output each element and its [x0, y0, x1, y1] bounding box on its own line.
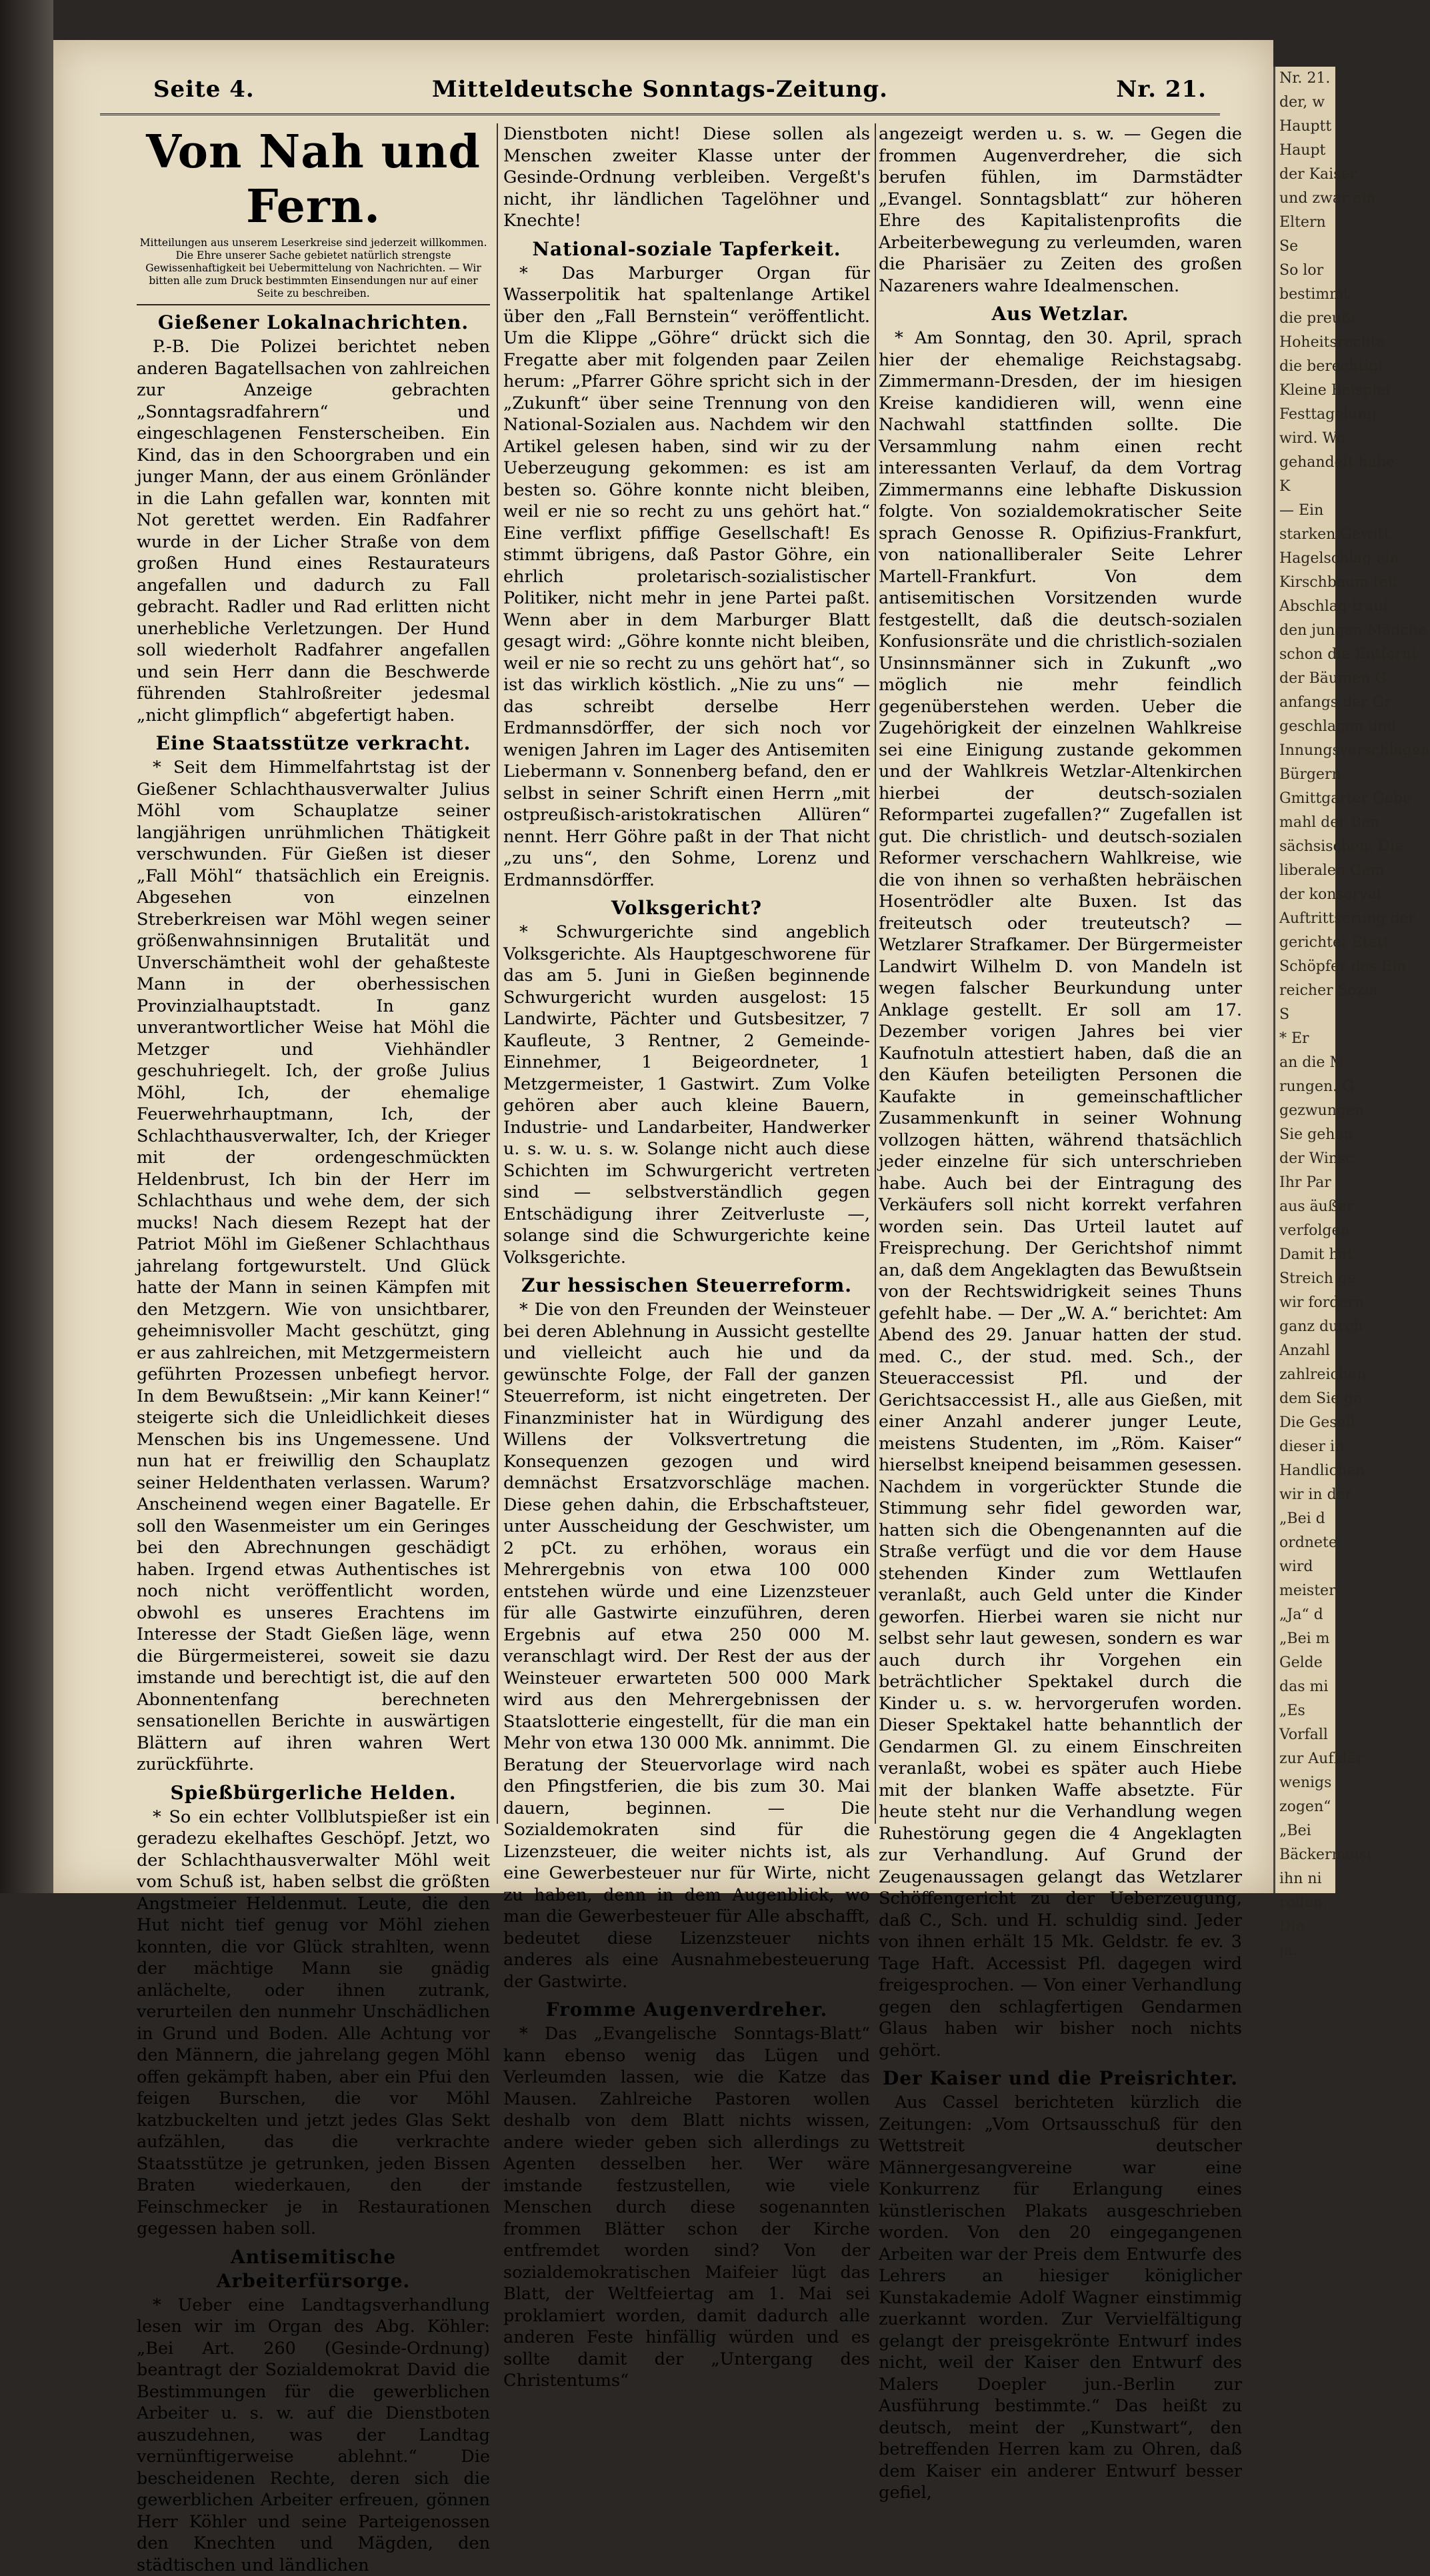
- adjacent-page-fragment: zur Aufklär: [1275, 1747, 1335, 1771]
- adjacent-page-fragment: zogen“: [1275, 1795, 1335, 1819]
- adjacent-page-fragment: Ihr Par: [1275, 1171, 1335, 1195]
- page-header: [100, 67, 1220, 115]
- masthead-note: Mitteilungen aus unserem Leserkreise sind jederzeit willkommen. Die Ehre unserer Sache gebietet natürlich strengste Gewissenhaftigkeit bei Uebermittelung von Nachrichten. — Wir bitten alle zum Druck bestimmten Einsendungen nur auf einer Seite zu beschreiben.: [137, 237, 490, 305]
- adjacent-page-fragment: die berechtigt: [1275, 355, 1335, 379]
- adjacent-page-fragment: ordnete: [1275, 1531, 1335, 1555]
- adjacent-page-fragment: Bürgern: [1275, 763, 1335, 787]
- adjacent-page-fragment: die preußi: [1275, 307, 1335, 331]
- adjacent-page-fragment: und zwar ein: [1275, 187, 1335, 211]
- adjacent-page-fragment: „Bei: [1275, 1819, 1335, 1843]
- adjacent-page-fragment: den jungen Mädche: [1275, 619, 1335, 643]
- article-text: Aus Cassel berichteten kürzlich die Zeitungen: „Vom Ortsausschuß für den Wettstreit deutscher Männergesangvereine war eine Konkurrenz für Erlangung eines künstlerischen Plakats ausgeschrieben worden. Von den 20 eingegangenen Arbeiten war der Preis dem Entwurfe des Lehrers an hiesiger königlicher Kunstakademie Adolf Wagner einstimmig zuerkannt worden. Zur Vervielfältigung gelangt der preisgekrönte Entwurf indes nicht, weil der Kaiser den Entwurf des Malers Doepler jun.-Berlin zur Ausführung bestimmte.“ Das heißt zu deutsch, meint der „Kunstwart“, den betreffenden Herren kam zu Ohren, daß dem Kaiser ein anderer Entwurf besser gefiel,: [879, 2092, 1242, 2504]
- article-heading: Antisemitische Arbeiterfürsorge.: [137, 2245, 490, 2293]
- adjacent-page-fragment: der konservat: [1275, 883, 1335, 907]
- adjacent-page-fragment: wir in der: [1275, 1483, 1335, 1507]
- adjacent-page-fragment: ihn ni: [1275, 1867, 1335, 1891]
- adjacent-page-fragment: an die M: [1275, 1051, 1335, 1075]
- adjacent-page-fragment: Hagelschlag ein: [1275, 547, 1335, 571]
- adjacent-page-fragment: Vorfall: [1275, 1723, 1335, 1747]
- adjacent-page-fragment: sächsischen. Die: [1275, 835, 1335, 859]
- adjacent-page-fragment: meister: [1275, 1579, 1335, 1603]
- newspaper-title: Mitteldeutsche Sonntags-Zeitung.: [100, 76, 1220, 103]
- adjacent-page-fragment: anfangs der Gr: [1275, 691, 1335, 715]
- adjacent-page-fragment: Eltern: [1275, 211, 1335, 235]
- adjacent-page-fragment: aus äußer: [1275, 1195, 1335, 1219]
- adjacent-page-fragment: Kleine Beispiel: [1275, 379, 1335, 403]
- article-heading: Eine Staatsstütze verkracht.: [137, 732, 490, 756]
- adjacent-page-fragment: dem Sie ge: [1275, 1387, 1335, 1411]
- adjacent-page-fragment: * Er: [1275, 1027, 1335, 1051]
- adjacent-page-fragment: Die Gesell: [1275, 1411, 1335, 1435]
- adjacent-page-fragment: „Bei m: [1275, 1627, 1335, 1651]
- adjacent-page-fragment: gezwungen: [1275, 1099, 1335, 1123]
- article-heading: Aus Wetzlar.: [879, 302, 1242, 326]
- adjacent-page-fragment: Anzahl: [1275, 1339, 1335, 1363]
- column-1-articles: [137, 311, 490, 2576]
- column-3: [879, 123, 1242, 1830]
- adjacent-page-fragment: verfolgen: [1275, 1219, 1335, 1243]
- adjacent-page-fragment: rungen. G: [1275, 1075, 1335, 1099]
- adjacent-page-fragment: „Bei d: [1275, 1507, 1335, 1531]
- adjacent-page-fragment: schon die Entfernt: [1275, 643, 1335, 667]
- adjacent-page-fragment: gerichtet Etatt: [1275, 931, 1335, 955]
- article-text: * So ein echter Vollblutspießer ist ein geradezu ekelhaftes Geschöpf. Jetzt, wo der Schlachthausverwalter Möhl weit vom Schuß ist, haben selbst die größten Angstmeier Heldenmut. Leute, die den Hut nicht tief genug vor Möhl ziehen konnten, die vor Glück strahlten, wenn der mächtige Mann sie gnädig anlächelte, oder ihnen zutrank, verurteilen den nunmehr Unschädlichen in Grund und Boden. Alle Achtung vor den Männern, die jahrelang gegen Möhl offen gekämpft haben, aber ein Pfui den feigen Burschen, die vor Möhl katzbuckelten und jetzt jedes Glas Sekt aufzählen, das die verkrachte Staatsstütze je getrunken, jeden Bissen Braten wiederkauen, den der Feinschmecker je in Restaurationen gegessen haben soll.: [137, 1806, 490, 2240]
- adjacent-page-fragment: Hauptt: [1275, 115, 1335, 139]
- adjacent-page-fragment: — Ein: [1275, 499, 1335, 523]
- article-text: * Das Marburger Organ für Wasserpolitik hat spaltenlange Artikel über den „Fall Bernstein“ veröffentlicht. Um die Klippe „Göhre“ drückt sich die Fregatte aber mit folgenden paar Zeilen herum: „Pfarrer Göhre spricht sich in der „Zukunft“ über seine Trennung von den National-Sozialen aus. Nachdem wir den Artikel gelesen haben, sind wir zu der Ueberzeugung gekommen: es ist am besten so. Göhre konnte nicht bleiben, weil er nie so recht zu uns gehört hat.“ Eine verflixt pfiffige Gesellschaft! Es stimmt übrigens, daß Pastor Göhre, ein ehrlich proletarisch-sozialistischer Politiker, nicht mehr in jene Partei paßt. Wenn aber in dem Marburger Blatt gesagt wird: „Göhre konnte nicht bleiben, weil er nie so recht zu uns gehört hat“, so ist das wirklich köstlich. „Nie zu uns“ — das schreibt derselbe Herr Erdmannsdörffer, der sich noch vor wenigen Jahren im Lager des Antisemiten Liebermann v. Sonnenberg befand, den er selbst in seiner Schrift einen Herrn „mit ostpreußisch-aristokratischen Allüren“ nennt. Herr Göhre paßt in der That nicht „zu uns“, den Sohme, Lorenz und Erdmannsdörffer.: [503, 263, 870, 892]
- adjacent-page-fragment: Se: [1275, 235, 1335, 259]
- adjacent-page-fragment: ja.: [1275, 1939, 1335, 1963]
- adjacent-page-fragment: mahl der Ben: [1275, 811, 1335, 835]
- adjacent-page-fragment: geschlagen und: [1275, 715, 1335, 739]
- adjacent-page-fragment: Bäckermeist: [1275, 1843, 1335, 1867]
- adjacent-page-fragment: Kirschbaum teil: [1275, 571, 1335, 595]
- adjacent-page-fragment: reicher Sozia: [1275, 979, 1335, 1003]
- article-heading: Der Kaiser und die Preisrichter.: [879, 2067, 1242, 2091]
- adjacent-page-fragment: Innungsverschlägen: [1275, 739, 1335, 763]
- page-number: Seite 4.: [153, 76, 255, 103]
- adjacent-page-fragment: der Kaiser: [1275, 163, 1335, 187]
- adjacent-page-fragment: ganz durch: [1275, 1315, 1335, 1339]
- book-binding: [0, 0, 53, 1893]
- column-rule-1: [497, 123, 498, 1824]
- article-heading: National-soziale Tapferkeit.: [503, 237, 870, 261]
- adjacent-page-fragment: „Ja“ d: [1275, 1603, 1335, 1627]
- adjacent-page-fragment: Festtagelung: [1275, 403, 1335, 427]
- adjacent-page-fragment: der, w: [1275, 91, 1335, 115]
- adjacent-page-fragment: der Bäumen G: [1275, 667, 1335, 691]
- adjacent-page-fragment: das mi: [1275, 1675, 1335, 1699]
- adjacent-page-fragment: Auftrittserung der: [1275, 907, 1335, 931]
- adjacent-page-fragment: Streich ge: [1275, 1267, 1335, 1291]
- article-text: Dienstboten nicht! Diese sollen als Menschen zweiter Klasse unter der Gesinde-Ordnung verbleiben. Vergeßt's nicht, ihr ländlichen Tagelöhner und Knechte!: [503, 123, 870, 232]
- adjacent-page-fragment: der Winsc: [1275, 1147, 1335, 1171]
- adjacent-page-fragment: starken Gewitt: [1275, 523, 1335, 547]
- column-1: [137, 123, 490, 1830]
- section-masthead: Von Nah und Fern.: [137, 125, 490, 234]
- adjacent-page-fragment: Hoheitsrechte: [1275, 331, 1335, 355]
- article-text: * Am Sonntag, den 30. April, sprach hier der ehemalige Reichstagsabg. Zimmermann-Dresden, der im hiesigen Kreise kandidieren will, wenn eine Nachwahl stattfinden sollte. Die Versammlung nahm einen recht interessanten Verlauf, da dem Vortrag Zimmermanns eine lebhafte Diskussion folgte. Von sozialdemokratischer Seite sprach Genosse R. Opifizius-Frankfurt, von nationalliberaler Seite Lehrer Martell-Frankfurt. Von dem antisemitischen Vorsitzenden wurde festgestellt, daß die deutsch-sozialen Konfusionsräte und die christlich-sozialen Unsinnsmänner sich in Zukunft „wo möglich nie mehr feindlich gegenüberstehen werden. Ueber die Zugehörigkeit der einzelnen Wahlkreise sei eine Einigung zustande gekommen und der Wahlkreis Wetzlar-Altenkirchen hierbei der deutsch-sozialen Reformpartei zugefallen?“ Zugefallen ist gut. Die christlich- und deutsch-sozialen Reformer verschachern Wahlkreise, wie die von ihnen so verhaßten hebräischen Hosentrödler alte Buxen. Ist das freiteutsch oder treuteutsch? — Wetzlarer Strafkamer. Der Bürgermeister Landwirt Wilhelm D. von Mandeln ist wegen falscher Beurkundung unter Anklage gestellt. Er soll am 17. Dezember vorigen Jahres bei vier Kaufnotuln attestiert haben, daß die an den Käufen beteiligten Personen die Kaufakte in gemeinschaftlicher Zusammenkunft in seiner Wohnung vollzogen hätten, während thatsächlich jeder einzelne für sich unterschrieben habe. Auch bei der Eintragung des Verkäufers soll nicht korrekt verfahren worden sein. Das Urteil lautet auf Freisprechung. Der Gerichtshof nimmt an, daß dem Angeklagten das Bewußtsein von der Rechtswidrigkeit seines Thuns gefehlt habe. — Der „W. A.“ berichtet: Am Abend des 29. Januar hatten der stud. med. C., der stud. med. Sch., der Steueraccessist Pfl. und der Gerichtsaccessist H., alle aus Gießen, mit einer Anzahl anderer junger Leute, meistens Studenten, im „Röm. Kaiser“ hierselbst kneipend beisammen gesessen. Nachdem in vorgerückter Stunde die Stimmung sehr fidel geworden war, hatten sich die Obengenannten auf die Straße verfügt und die vor dem Hause stehenden Kinder zum Wettlaufen veranlaßt, auch Geld unter die Kinder geworfen. Hierbei waren sie nicht nur selbst sehr laut gewesen, sondern es war auch durch ihr Vorgehen ein beträchtlicher Spektakel durch die Kinder u. s. w. hervorgerufen worden. Dieser Spektakel hatte behanntlich der Gendarmen Gl. zu einem Einschreiten veranlaßt, wobei es später auch Hiebe mit der blanken Waffe absetzte. Für heute steht nur die Verhandlung wegen Ruhestörung gegen die 4 Angeklagten zur Verhandlung. Auf Grund der Zeugenaussagen gelangt das Wetzlarer Schöffengericht zu der Ueberzeugung, daß C., Sch. und H. schuldig sind. Jeder von ihnen erhält 15 Mk. Geldstr. fe ev. 3 Tage Haft. Accessist Pfl. dagegen wird freigesprochen. — Von einer Verhandlung gegen den schlagfertigen Gendarmen Glaus haben wir bisher noch nichts gehört.: [879, 327, 1242, 2061]
- article-text: * Schwurgerichte sind angeblich Volksgerichte. Als Hauptgeschworene für das am 5. Juni in Gießen beginnende Schwurgericht wurden ausgelost: 15 Landwirte, Pächter und Gutsbesitzer, 7 Kaufleute, 3 Rentner, 2 Gemeinde-Einnehmer, 1 Beigeordneter, 1 Metzgermeister, 1 Gastwirt. Zum Volke gehören aber auch kleine Bauern, Industrie- und Landarbeiter, Handwerker u. s. w. u. s. w. Solange nicht auch diese Schichten im Schwurgericht vertreten sind — selbstverständlich gegen Entschädigung ihrer Zeitverluste —, solange sind die Schwurgerichte keine Volksgerichte.: [503, 922, 870, 1268]
- adjacent-page-edge: [1273, 67, 1335, 1893]
- article-text: * Seit dem Himmelfahrtstag ist der Gießener Schlachthausverwalter Julius Möhl vom Schauplatze seiner langjährigen unrühmlichen Thätigkeit verschwunden. Für Gießen ist dieser „Fall Möhl“ thatsächlich ein Ereignis. Abgesehen von einzelnen Streberkreisen war Möhl wegen seiner größenwahnsinnigen Brutalität und Unverschämtheit wohl der gehaßteste Mann in der oberhessischen Provinzialhauptstadt. In ganz unverantwortlicher Weise hat Möhl die Metzger und Viehhändler geschuhriegelt. Ich, der große Julius Möhl, Ich, der ehemalige Feuerwehrhauptmann, Ich, der Schlachthausverwalter, Ich, der Krieger mit der ordengeschmückten Heldenbrust, Ich bin der Herr im Schlachthaus und wehe dem, der sich mucks! Nach diesem Rezept hat der Patriot Möhl im Gießener Schlachthaus jahrelang fortgewurstelt. Und Glück hatte der Mann in seinen Kämpfen mit den Metzgern. Wie von unsichtbarer, geheimnisvoller Macht geschützt, ging er aus zahlreichen, mit Metzgermeistern geführten Prozessen unbefiegt hervor. In dem Bewußtsein: „Mir kann Keiner!“ steigerte sich die Unleidlichkeit dieses Menschen bis ins Ungemessene. Und nun hat er freiwillig den Schauplatz seiner Heldenthaten verlassen. Warum? Anscheinend wegen einer Bagatelle. Er soll den Wasenmeister um ein Geringes bei den Abrechnungen geschädigt haben. Irgend etwas Authentisches ist noch nicht veröffentlicht worden, obwohl es unseres Erachtens im Interesse der Stadt Gießen läge, wenn die Bürgermeisterei, soweit sie dazu imstande und berechtigt ist, die auf den Abonnentenfang berechneten sensationellen Berichte in auswärtigen Blättern auf ihren wahren Wert zurückführte.: [137, 757, 490, 1776]
- article-heading: Zur hessischen Steuerreform.: [503, 1274, 870, 1298]
- article-text: P.-B. Die Polizei berichtet neben anderen Bagatellsachen von zahlreichen zur Anzeige gebrachten „Sonntagsradfahrern“ und eingeschlagenen Fensterscheiben. Ein Kind, das in den Schoorgraben und ein junger Mann, der aus einem Grönländer in die Lahn gefallen war, konnten mit Not gerettet werden. Ein Radfahrer wurde in der Licher Straße von dem großen Hund eines Restaurateurs angefallen und dadurch zu Fall gebracht. Radler und Rad erlitten nicht unerhebliche Verletzungen. Der Hund soll wiederholt Radfahrer angefallen und sein Herr dann die Beschwerde führenden Stahlroßreiter jedesmal „nicht glimpflich“ abgefertigt haben.: [137, 336, 490, 726]
- adjacent-page-fragment: Handlichen: [1275, 1459, 1335, 1483]
- issue-number: Nr. 21.: [1116, 76, 1207, 103]
- adjacent-page-fragment: bestimmt: [1275, 283, 1335, 307]
- adjacent-page-fragment: „Es: [1275, 1699, 1335, 1723]
- adjacent-page-fragment: wird: [1275, 1555, 1335, 1579]
- adjacent-page-fragment: So lor: [1275, 259, 1335, 283]
- adjacent-page-fragment: K: [1275, 475, 1335, 499]
- adjacent-page-fragment: Die: [1275, 1915, 1335, 1939]
- adjacent-page-fragment: Gelde: [1275, 1651, 1335, 1675]
- adjacent-page-fragment: Haupt: [1275, 139, 1335, 163]
- column-3-articles: [879, 123, 1242, 2504]
- article-heading: Volksgericht?: [503, 896, 870, 920]
- column-2-articles: [503, 123, 870, 2392]
- adjacent-page-fragment: wenigs: [1275, 1771, 1335, 1795]
- article-heading: Gießener Lokalnachrichten.: [137, 311, 490, 335]
- adjacent-page-fragment: liberalen Gam: [1275, 859, 1335, 883]
- adjacent-page-fragment: dieser in: [1275, 1435, 1335, 1459]
- column-rule-2: [875, 123, 876, 1824]
- article-text: * Die von den Freunden der Weinsteuer bei deren Ablehnung in Aussicht gestellte und vielleicht auch hie und da gewünschte Folge, der Fall der ganzen Steuerreform, ist nicht eingetreten. Der Finanzminister hat in Würdigung des Willens der Volksvertretung die Konsequenzen gezogen und wird demnächst Ersatzvorschläge machen. Diese gehen dahin, die Erbschaftsteuer, unter Ausscheidung der Geschwister, um 2 pCt. zu erhöhen, woraus ein Mehrergebnis von etwa 100 000 entstehen würde und eine Lizenzsteuer für alle Gastwirte einzuführen, deren Ergebnis auf etwa 250 000 M. veranschlagt wird. Der Rest der aus der Weinsteuer erwarteten 500 000 Mark wird aus den Mehrergebnissen der Staatslotterie eingestellt, für die man ein Mehr von etwa 130 000 Mk. annimmt. Die Beratung der Steuervorlage wird nach den Pfingstferien, die bis zum 30. Mai dauern, beginnen. — Die Sozialdemokraten sind für die Lizenzsteuer, die weiter nichts ist, als eine Gewerbesteuer nur für Wirte, nicht zu haben, denn in dem Augenblick, wo man die Gewerbesteuer für Alle abschafft, bedeutet diese Lizenzsteuer nichts anderes als eine Ausnahmebesteuerung der Gastwirte.: [503, 1299, 870, 1993]
- article-heading: Fromme Augenverdreher.: [503, 1998, 870, 2022]
- adjacent-page-fragment: Schöpfer des Ein: [1275, 955, 1335, 979]
- adjacent-page-fragment: Nr. 21.: [1275, 67, 1335, 91]
- article-text: * Das „Evangelische Sonntags-Blatt“ kann ebenso wenig das Lügen und Verleumden lassen, wie die Katze das Mausen. Zahlreiche Pastoren wollen deshalb von dem Blatt nichts wissen, andere wieder geben sich allerdings zu Agenten desselben her. Wer wäre imstande festzustellen, wie viele Menschen durch diese sogenannten frommen Blätter schon der Kirche entfremdet worden sind? Von der sozialdemokratischen Maifeier lügt das Blatt, der Weltfeiertag am 1. Mai sei proklamiert worden, damit dadurch alle anderen Feste hinfällig würden und es sollte damit der „Untergang des Christentums“: [503, 2023, 870, 2392]
- article-text: angezeigt werden u. s. w. — Gegen die frommen Augenverdreher, die sich berufen fühlen, im Darmstädter „Evangel. Sonntagsblatt“ zur höheren Ehre des Kapitalistenprofits die Arbeiterbewegung zu verleumden, waren die Pharisäer zu Zeiten des großen Nazareners wahre Idealmenschen.: [879, 123, 1242, 297]
- adjacent-page-fragment: gehandelt habe: [1275, 451, 1335, 475]
- adjacent-page-fragment: Abschlag traut: [1275, 595, 1335, 619]
- adjacent-page-fragment: rollen.: [1275, 1891, 1335, 1915]
- column-2: [503, 123, 870, 1830]
- adjacent-page-fragment: Sie gehen: [1275, 1123, 1335, 1147]
- article-text: * Ueber eine Landtagsverhandlung lesen wir im Organ des Abg. Köhler: „Bei Art. 260 (Gesinde-Ordnung) beantragt der Sozialdemokrat David die Bestimmungen für die gewerblichen Arbeiter u. s. w. auf die Dienstboten auszudehnen, was der Landtag vernünftigerweise ablehnt.“ Die bescheidenen Rechte, deren sich die gewerblichen Arbeiter erfreuen, gönnen Herr Köhler und seine Parteigenossen den Knechten und Mägden, den städtischen und ländlichen: [137, 2295, 490, 2576]
- adjacent-page-fragment: wird. Wo: [1275, 427, 1335, 451]
- adjacent-page-fragment: zahlreichen: [1275, 1363, 1335, 1387]
- adjacent-page-fragment: S: [1275, 1003, 1335, 1027]
- adjacent-page-fragment: wir fordern: [1275, 1291, 1335, 1315]
- adjacent-page-fragment: Gmittgarter Gebe: [1275, 787, 1335, 811]
- article-heading: Spießbürgerliche Helden.: [137, 1781, 490, 1805]
- adjacent-page-fragment: Damit hat: [1275, 1243, 1335, 1267]
